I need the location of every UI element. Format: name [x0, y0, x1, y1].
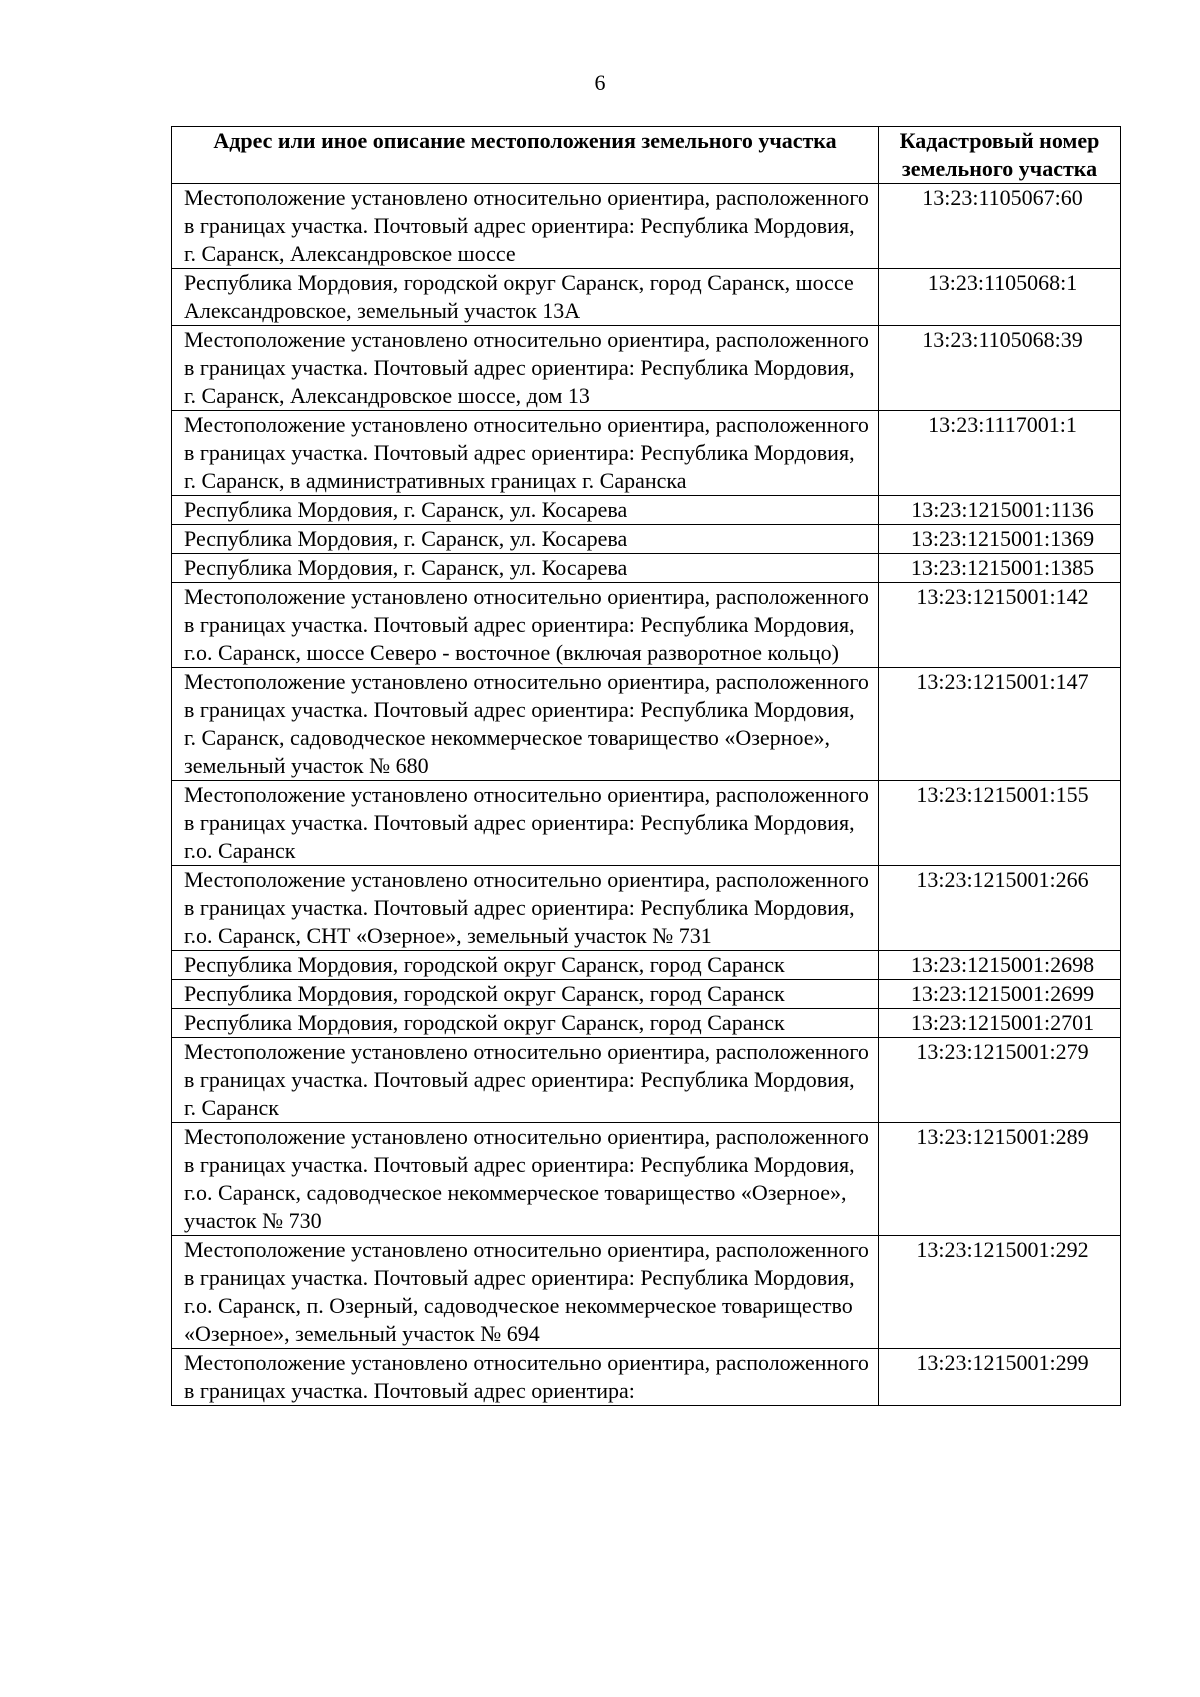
table-row	[172, 184, 1121, 269]
address-cell: Местоположение установлено относительно ориентира, расположенного в границах участка. Почтовый адрес ориентира: Республика Мордовия, г. Саранск, в административных границах г. Саранска	[172, 411, 879, 496]
cadastral-number-cell: 13:23:1215001:292	[879, 1236, 1121, 1349]
table-row	[172, 1038, 1121, 1123]
header-address: Адрес или иное описание местоположения земельного участка	[172, 127, 879, 184]
address-cell: Местоположение установлено относительно ориентира, расположенного в границах участка. Почтовый адрес ориентира: Республика Мордовия, г.о. Саранск, п. Озерный, садоводческое некоммерческое товарищество «Озерное», земельный участок № 694	[172, 1236, 879, 1349]
cadastral-number-cell: 13:23:1215001:279	[879, 1038, 1121, 1123]
table-row	[172, 980, 1121, 1009]
cadastral-number-cell: 13:23:1215001:2699	[879, 980, 1121, 1009]
table-row	[172, 554, 1121, 583]
address-cell: Республика Мордовия, г. Саранск, ул. Косарева	[172, 525, 879, 554]
table-row	[172, 411, 1121, 496]
cadastral-number-cell: 13:23:1215001:1385	[879, 554, 1121, 583]
address-cell: Местоположение установлено относительно ориентира, расположенного в границах участка. Почтовый адрес ориентира: Республика Мордовия, г.о. Саранск, шоссе Северо - восточное (включая разворотное кольцо)	[172, 583, 879, 668]
address-cell: Местоположение установлено относительно ориентира, расположенного в границах участка. Почтовый адрес ориентира: Республика Мордовия, г. Саранск	[172, 1038, 879, 1123]
address-cell: Местоположение установлено относительно ориентира, расположенного в границах участка. Почтовый адрес ориентира: Республика Мордовия, г. Саранск, Александровское шоссе	[172, 184, 879, 269]
cadastral-number-cell: 13:23:1215001:1369	[879, 525, 1121, 554]
cadastral-number-cell: 13:23:1105068:39	[879, 326, 1121, 411]
header-cadastral-number: Кадастровый номер земельного участка	[879, 127, 1121, 184]
address-cell: Республика Мордовия, г. Саранск, ул. Косарева	[172, 496, 879, 525]
table-row	[172, 1349, 1121, 1406]
table-row	[172, 781, 1121, 866]
address-cell: Республика Мордовия, г. Саранск, ул. Косарева	[172, 554, 879, 583]
cadastral-number-cell: 13:23:1215001:1136	[879, 496, 1121, 525]
table-row	[172, 951, 1121, 980]
table-row	[172, 1009, 1121, 1038]
address-cell: Местоположение установлено относительно ориентира, расположенного в границах участка. Почтовый адрес ориентира: Республика Мордовия, г.о. Саранск	[172, 781, 879, 866]
address-cell: Местоположение установлено относительно ориентира, расположенного в границах участка. Почтовый адрес ориентира: Республика Мордовия, г.о. Саранск, СНТ «Озерное», земельный участок № 731	[172, 866, 879, 951]
table-row	[172, 866, 1121, 951]
table-row	[172, 525, 1121, 554]
cadastral-number-cell: 13:23:1215001:289	[879, 1123, 1121, 1236]
table-row	[172, 583, 1121, 668]
table-row	[172, 1123, 1121, 1236]
cadastral-number-cell: 13:23:1215001:2698	[879, 951, 1121, 980]
cadastral-number-cell: 13:23:1215001:266	[879, 866, 1121, 951]
cadastral-number-cell: 13:23:1215001:142	[879, 583, 1121, 668]
address-cell: Республика Мордовия, городской округ Саранск, город Саранск	[172, 951, 879, 980]
address-cell: Республика Мордовия, городской округ Саранск, город Саранск	[172, 980, 879, 1009]
address-cell: Местоположение установлено относительно ориентира, расположенного в границах участка. Почтовый адрес ориентира:	[172, 1349, 879, 1406]
cadastral-number-cell: 13:23:1215001:299	[879, 1349, 1121, 1406]
cadastral-number-cell: 13:23:1215001:147	[879, 668, 1121, 781]
cadastral-number-cell: 13:23:1105067:60	[879, 184, 1121, 269]
address-cell: Республика Мордовия, городской округ Саранск, город Саранск, шоссе Александровское, земельный участок 13А	[172, 269, 879, 326]
cadastral-number-cell: 13:23:1215001:155	[879, 781, 1121, 866]
table-row	[172, 496, 1121, 525]
address-cell: Местоположение установлено относительно ориентира, расположенного в границах участка. Почтовый адрес ориентира: Республика Мордовия, г.о. Саранск, садоводческое некоммерческое товарищество «Озерное», участок № 730	[172, 1123, 879, 1236]
cadastral-number-cell: 13:23:1105068:1	[879, 269, 1121, 326]
address-cell: Республика Мордовия, городской округ Саранск, город Саранск	[172, 1009, 879, 1038]
address-cell: Местоположение установлено относительно ориентира, расположенного в границах участка. Почтовый адрес ориентира: Республика Мордовия, г. Саранск, Александровское шоссе, дом 13	[172, 326, 879, 411]
table-row	[172, 1236, 1121, 1349]
land-plots-table	[171, 126, 1121, 1406]
page-number: 6	[594, 70, 606, 95]
table-row	[172, 269, 1121, 326]
table-row	[172, 668, 1121, 781]
address-cell: Местоположение установлено относительно ориентира, расположенного в границах участка. Почтовый адрес ориентира: Республика Мордовия, г. Саранск, садоводческое некоммерческое товарищество «Озерное», земельный участок № 680	[172, 668, 879, 781]
cadastral-number-cell: 13:23:1215001:2701	[879, 1009, 1121, 1038]
table-body	[172, 184, 1121, 1406]
table-row	[172, 326, 1121, 411]
cadastral-number-cell: 13:23:1117001:1	[879, 411, 1121, 496]
table-header-row	[172, 127, 1121, 184]
